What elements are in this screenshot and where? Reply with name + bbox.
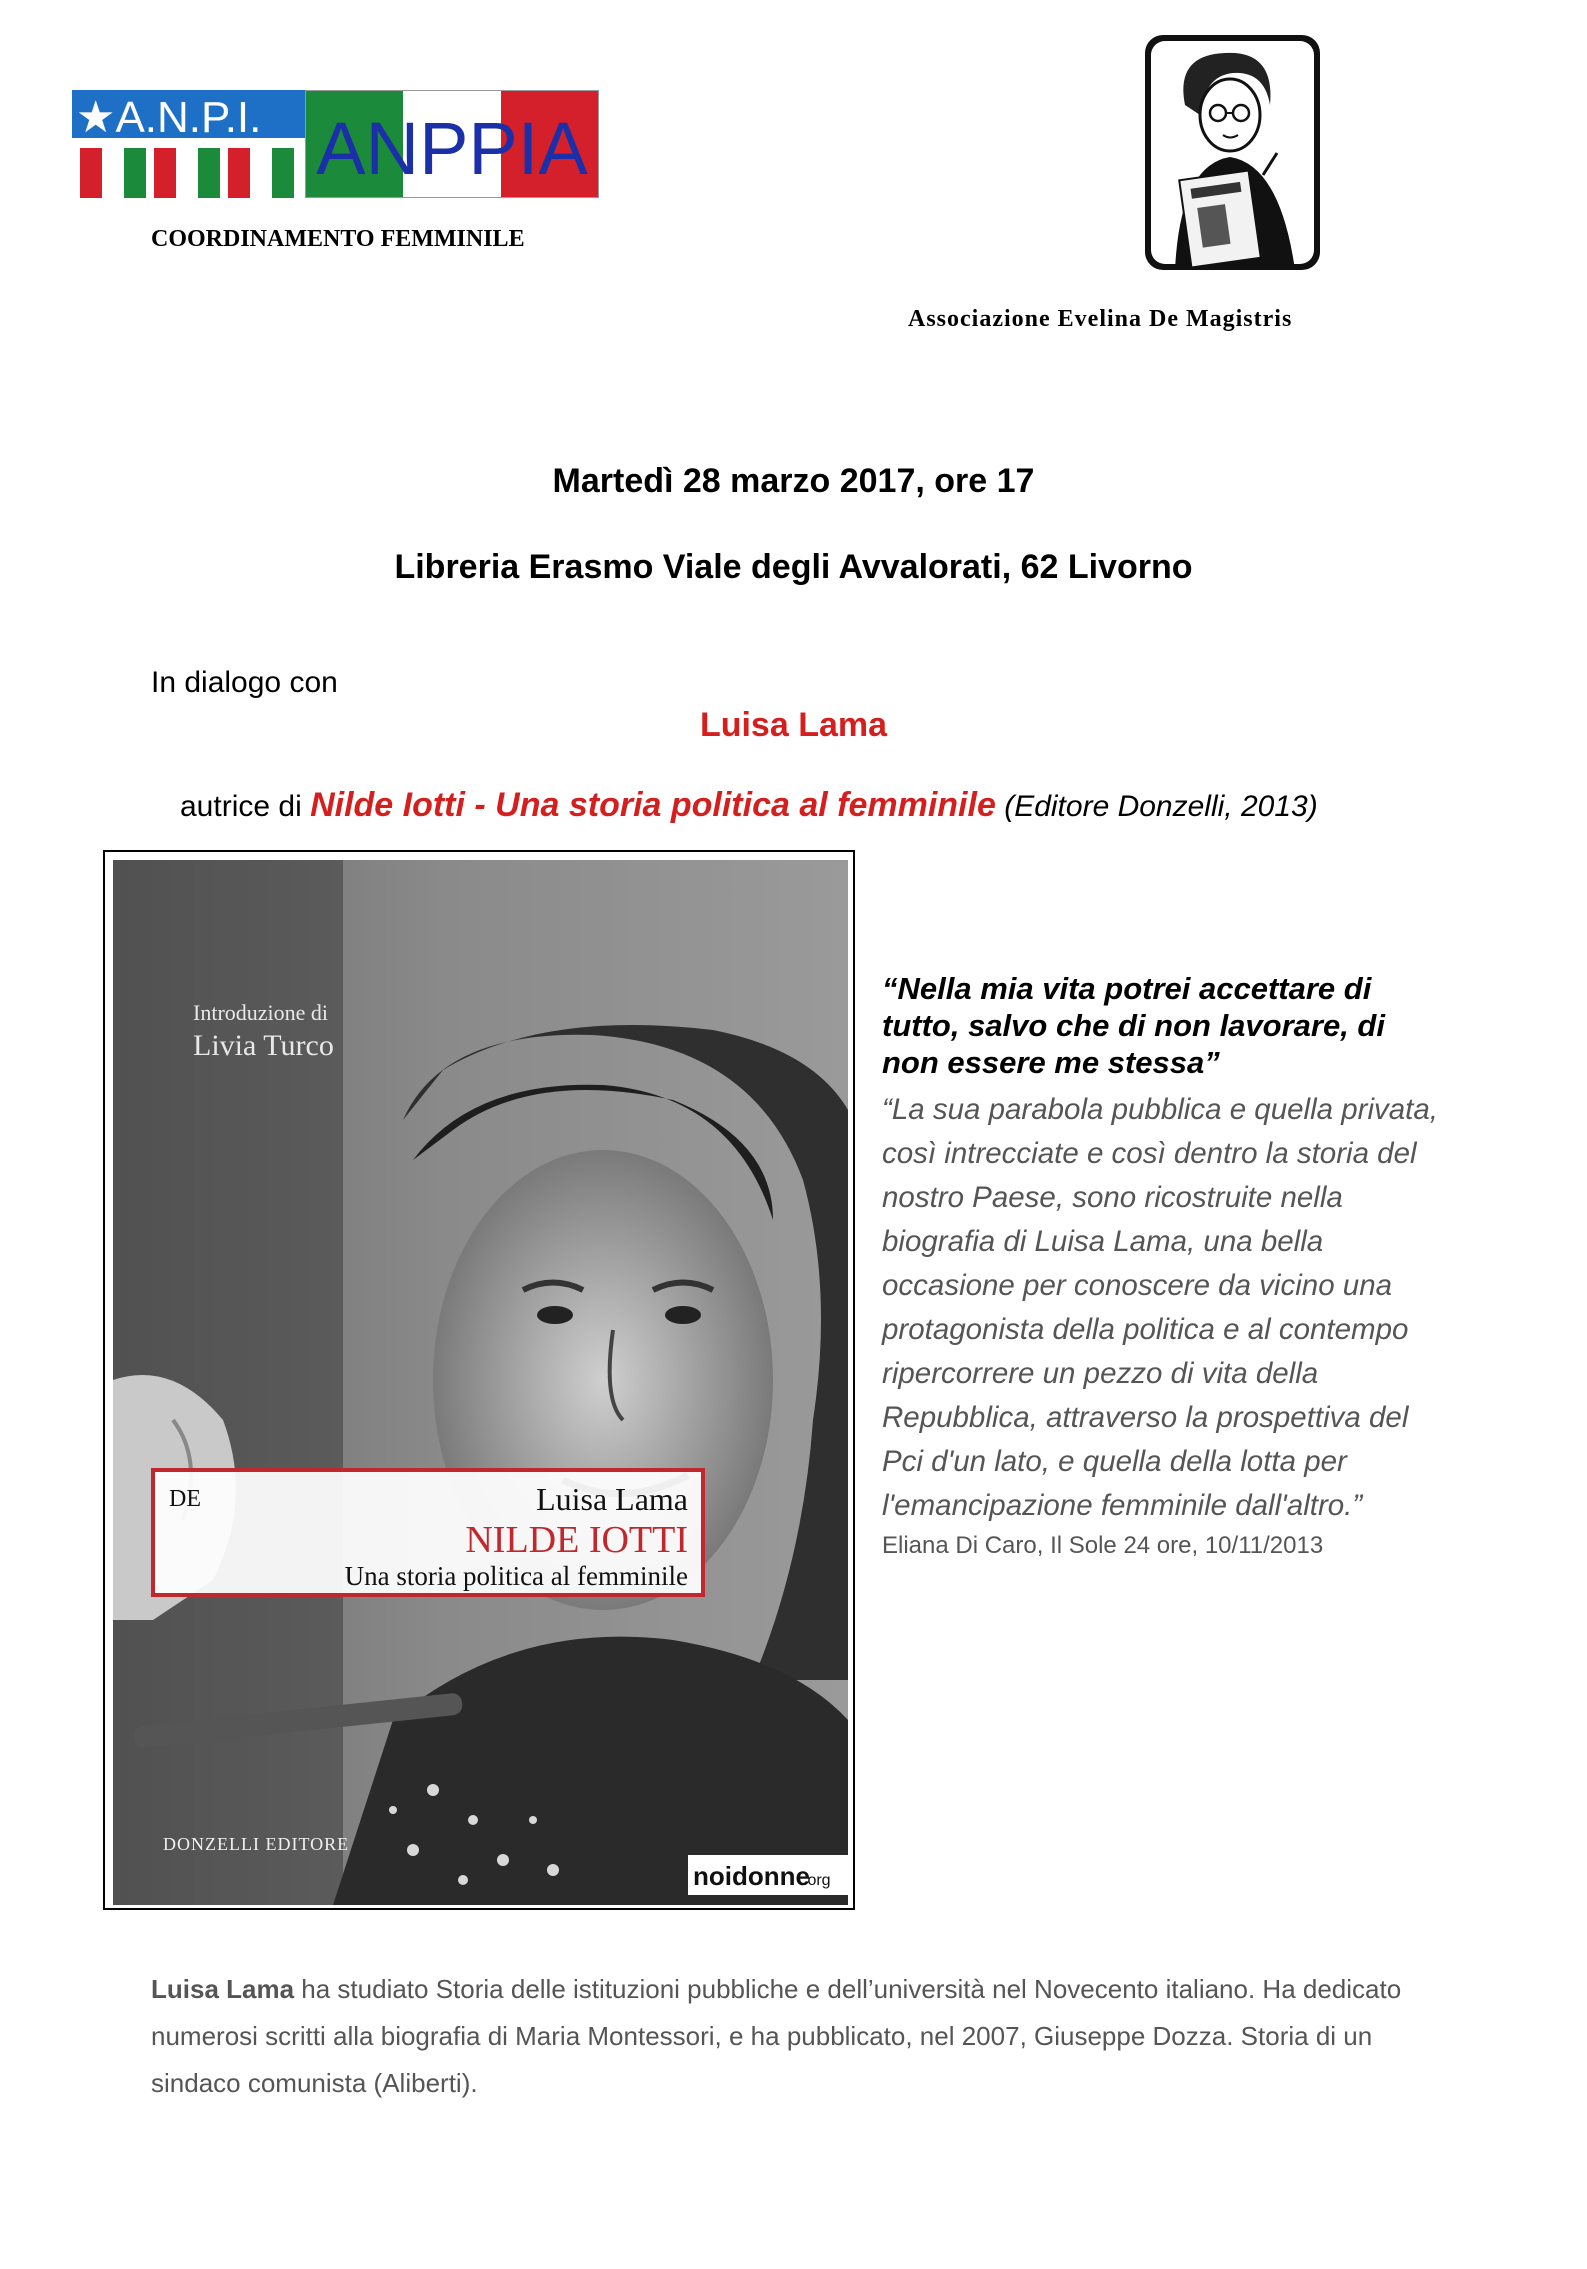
cover-intro-name: Livia Turco <box>193 1029 334 1062</box>
cover-author: Luisa Lama <box>536 1481 688 1517</box>
cover-publisher: DONZELLI EDITORE <box>163 1834 350 1854</box>
coordination-label: COORDINAMENTO FEMMINILE <box>151 226 525 252</box>
author-bio <box>151 1966 1451 2107</box>
book-edition: (Editore Donzelli, 2013) <box>1004 790 1318 823</box>
quote-heading: “Nella mia vita potrei accettare di tutto, salvo che di non lavorare, di non essere me stessa” <box>882 971 1385 1080</box>
cover-watermark: noidonne <box>693 1861 810 1891</box>
quote-source: Eliana Di Caro, Il Sole 24 ore, 10/11/2013 <box>882 1532 1324 1559</box>
dialogue-label: In dialogo con <box>151 666 338 699</box>
anppia-logo-text: ANPPIA <box>316 107 588 190</box>
cover-watermark-suffix: .org <box>803 1872 831 1889</box>
event-venue: Libreria Erasmo Viale degli Avvalorati, 62 Livorno <box>394 548 1193 586</box>
book-prefix: autrice di <box>180 790 302 823</box>
event-date: Martedì 28 marzo 2017, ore 17 <box>552 462 1035 500</box>
quote-body: “La sua parabola pubblica e quella privata, così intrecciate e così dentro la storia del nostro Paese, sono ricostruite nella biografia di Luisa Lama, una bella occasione per conoscere da vicino una protagonista della politica e al contempo ripercorrere un pezzo di vita della Repubblica, attraverso la prospettiva del Pci d'un lato, e quella della lotta per l'emancipazione femminile dall'altro.” <box>882 1093 1438 1522</box>
anppia-logo <box>305 90 599 198</box>
cover-publisher-mark: DE <box>169 1486 201 1512</box>
author-name: Luisa Lama <box>699 706 888 744</box>
bio-author-name: Luisa Lama <box>151 1974 295 2004</box>
evelina-illustration <box>1145 35 1320 270</box>
anpi-logo <box>72 90 305 198</box>
cover-subtitle: Una storia politica al femminile <box>344 1561 688 1591</box>
bio-text: ha studiato Storia delle istituzioni pubbliche e dell’università nel Novecento italiano. Ha dedicato numerosi scritti alla biografia di Maria Montessori, e ha pubblicato, nel 2007, Giuseppe Dozza. Storia di un sindaco comunista (Aliberti). <box>151 1974 1402 2098</box>
anpi-logo-text: ★A.N.P.I. <box>76 93 262 142</box>
book-cover-image <box>113 860 848 1905</box>
book-title: Nilde Iotti - Una storia politica al femminile <box>310 786 996 824</box>
cover-title: NILDE IOTTI <box>465 1519 688 1561</box>
cover-intro-label: Introduzione di <box>193 1000 329 1025</box>
association-label: Associazione Evelina De Magistris <box>908 306 1293 332</box>
book-line <box>180 786 1318 825</box>
